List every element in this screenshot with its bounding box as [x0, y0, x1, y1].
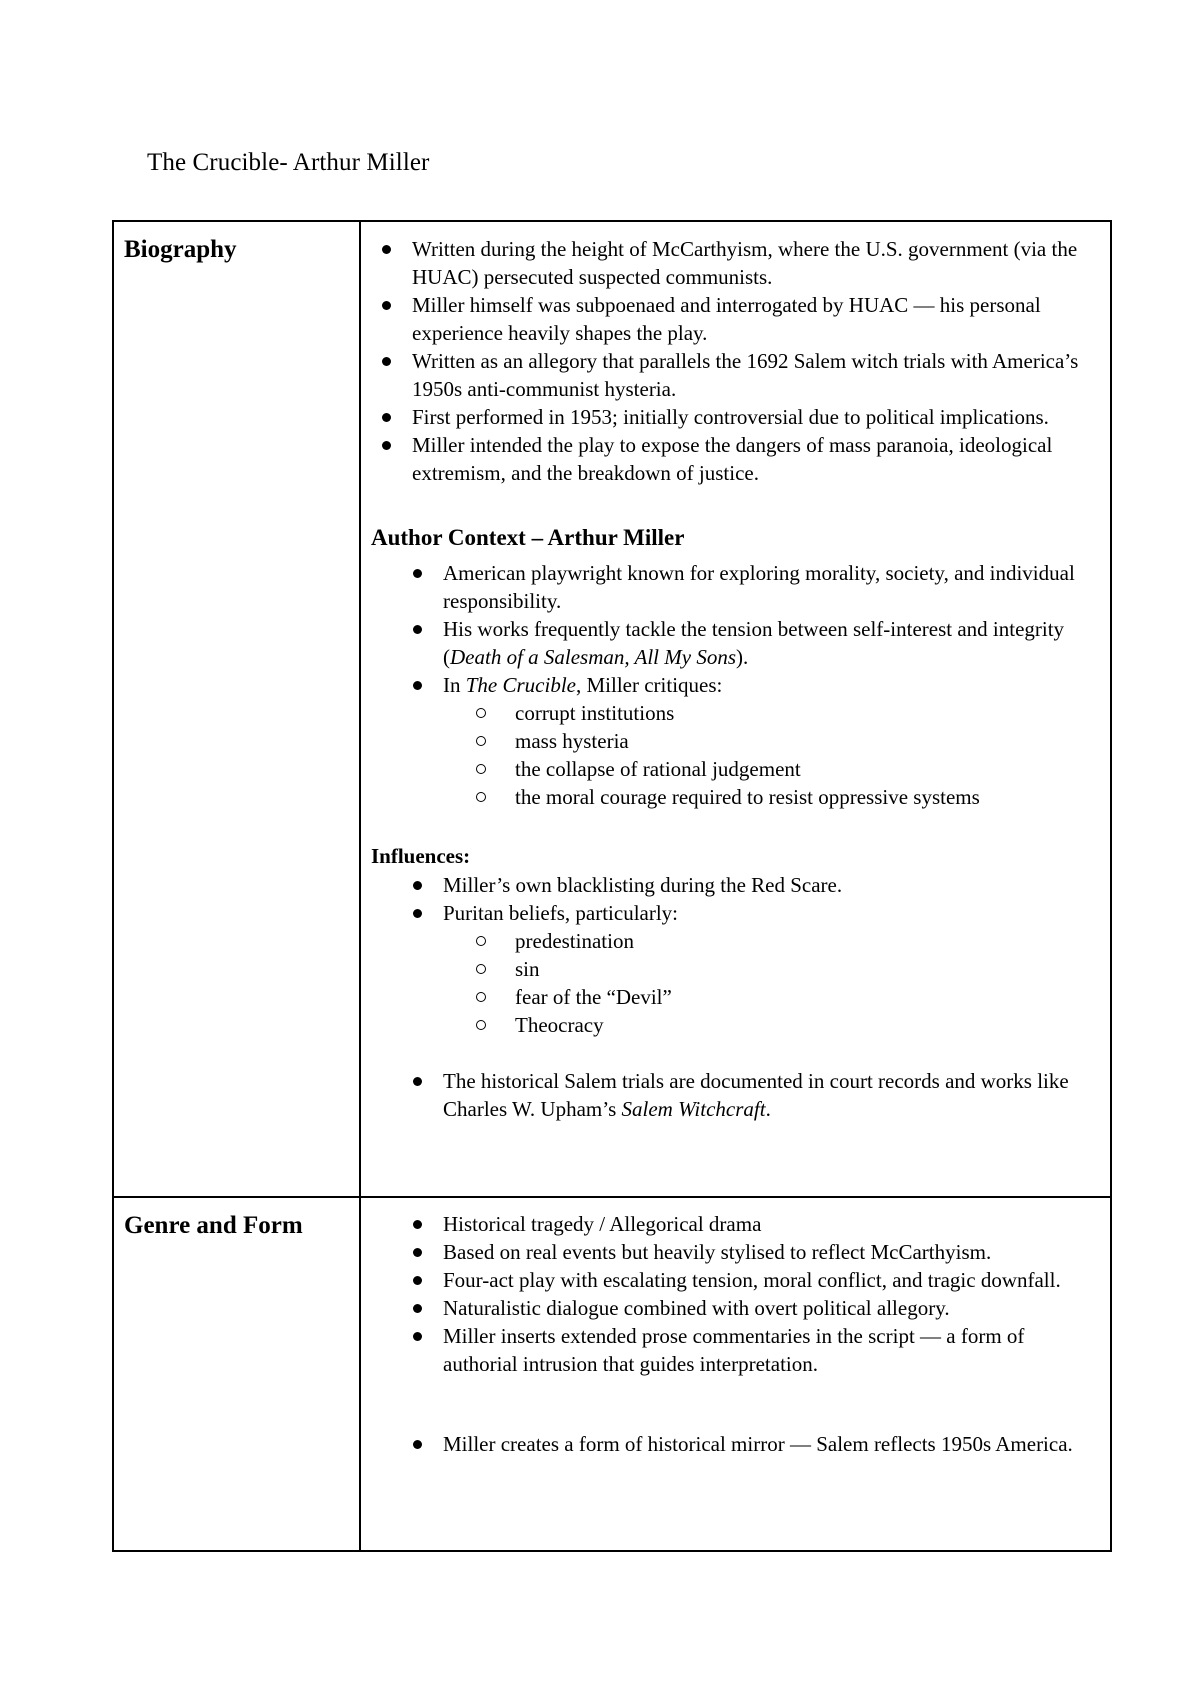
list-item: Four-act play with escalating tension, moral conflict, and tragic downfall.: [371, 1266, 1100, 1294]
list-item: American playwright known for exploring morality, society, and individual responsibility.: [371, 559, 1100, 615]
list-item: Historical tragedy / Allegorical drama: [371, 1210, 1100, 1238]
row-label-biography: Biography: [124, 236, 237, 263]
list-item: corrupt institutions: [443, 699, 1100, 727]
list-item: Based on real events but heavily stylised to reflect McCarthyism.: [371, 1238, 1100, 1266]
row-label-genre-and-form: Genre and Form: [124, 1212, 303, 1239]
text-segment: The historical Salem trials are documented in court records and works like Charles W. Upham’s: [443, 1069, 1069, 1121]
author-context-heading: Author Context – Arthur Miller: [371, 525, 685, 550]
list-item: sin: [443, 955, 1100, 983]
list-item: Miller himself was subpoenaed and interrogated by HUAC — his personal experience heavily shapes the play.: [371, 291, 1100, 347]
notes-table: [112, 220, 1112, 1552]
text-segment: Puritan beliefs, particularly:: [443, 901, 679, 925]
row-content-cell: [360, 1197, 1111, 1551]
historical-mirror-list: [371, 1430, 1100, 1458]
document-title: The Crucible- Arthur Miller: [147, 149, 430, 176]
list-item: mass hysteria: [443, 727, 1100, 755]
text-segment: His works frequently tackle the tension between self-interest and integrity (: [443, 617, 1065, 669]
biography-bullet-list: [371, 235, 1100, 487]
text-segment: .: [765, 1097, 771, 1121]
list-item: [371, 615, 1100, 671]
list-item: the collapse of rational judgement: [443, 755, 1100, 783]
row-label-cell: [113, 1197, 360, 1551]
list-item: [371, 899, 1100, 1039]
list-item: Naturalistic dialogue combined with overt political allegory.: [371, 1294, 1100, 1322]
list-item: Theocracy: [443, 1011, 1100, 1039]
list-item: First performed in 1953; initially controversial due to political implications.: [371, 403, 1100, 431]
work-titles: Death of a Salesman, All My Sons: [450, 645, 737, 669]
list-item: Written as an allegory that parallels the 1692 Salem witch trials with America’s 1950s anti-communist hysteria.: [371, 347, 1100, 403]
critiques-list: [371, 699, 1100, 811]
list-item: Written during the height of McCarthyism, where the U.S. government (via the HUAC) persecuted suspected communists.: [371, 235, 1100, 291]
list-item: Miller creates a form of historical mirror — Salem reflects 1950s America.: [371, 1430, 1100, 1458]
text-segment: ).: [736, 645, 749, 669]
table-row-genre-and-form: [113, 1197, 1111, 1551]
list-item: predestination: [443, 927, 1100, 955]
influences-list: [371, 871, 1100, 1039]
influences-heading: Influences:: [371, 844, 471, 868]
salem-records-list: [371, 1067, 1100, 1123]
table-row-biography: [113, 221, 1111, 1197]
list-item: Miller inserts extended prose commentaries in the script — a form of authorial intrusion that guides interpretation.: [371, 1322, 1100, 1378]
list-item: [371, 1067, 1100, 1123]
list-item: Miller’s own blacklisting during the Red Scare.: [371, 871, 1100, 899]
list-item: fear of the “Devil”: [443, 983, 1100, 1011]
row-label-cell: [113, 221, 360, 1197]
puritan-beliefs-list: [371, 927, 1100, 1039]
row-content-cell: [360, 221, 1111, 1197]
list-item: [371, 671, 1100, 811]
text-segment: , Miller critiques:: [576, 673, 723, 697]
book-title: Salem Witchcraft: [621, 1097, 766, 1121]
text-segment: In: [443, 673, 466, 697]
genre-bullet-list: [371, 1210, 1100, 1378]
list-item: the moral courage required to resist oppressive systems: [443, 783, 1100, 811]
play-title: The Crucible: [465, 673, 576, 697]
author-context-list: [371, 559, 1100, 811]
list-item: Miller intended the play to expose the dangers of mass paranoia, ideological extremism, and the breakdown of justice.: [371, 431, 1100, 487]
